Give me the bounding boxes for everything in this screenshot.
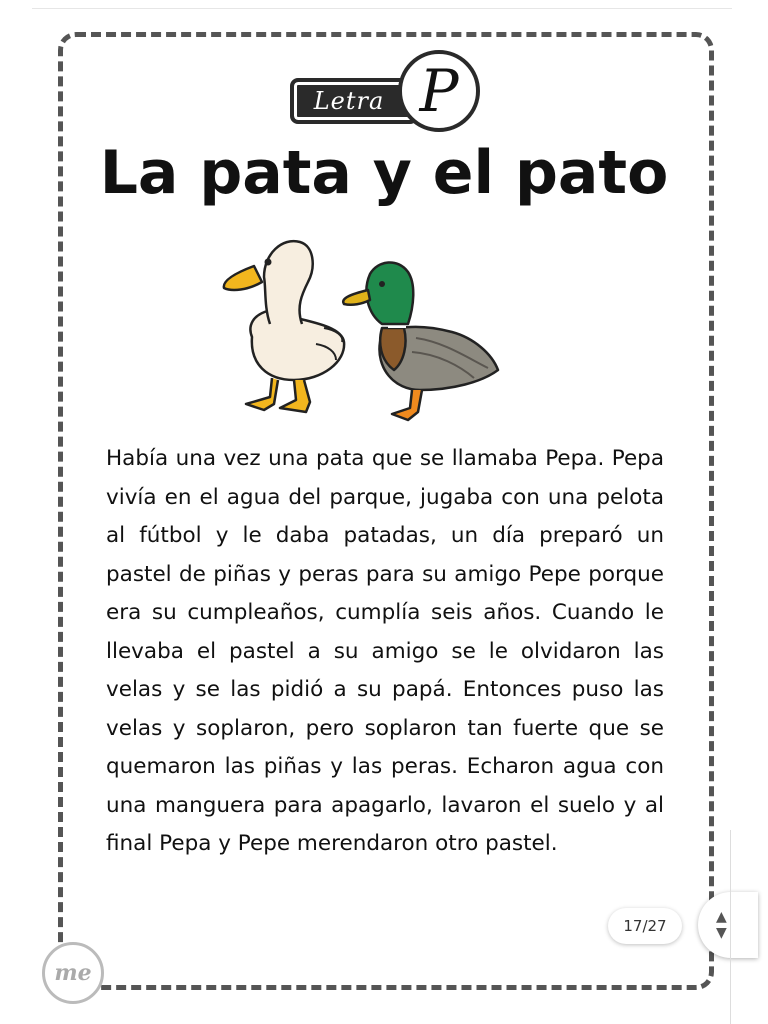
ducks-illustration — [212, 232, 512, 432]
page-counter: 17/27 — [608, 908, 682, 944]
letter-badge — [290, 48, 490, 140]
up-down-arrows-icon[interactable] — [698, 892, 758, 958]
top-strip — [32, 0, 732, 9]
arrow-down-icon: ▼ — [716, 925, 727, 941]
publisher-logo — [42, 942, 104, 1004]
arrow-up-icon: ▲ — [716, 909, 727, 925]
page-title: La pata y el pato — [99, 138, 669, 208]
badge-label: Letra — [313, 87, 385, 115]
badge-circle — [398, 50, 480, 132]
viewer-edge — [730, 830, 731, 1024]
white-duck-image — [224, 241, 344, 412]
mallard-duck-image — [343, 262, 498, 420]
badge-letter: P — [419, 57, 459, 125]
logo-text: me — [54, 960, 92, 986]
story-text: Había una vez una pata que se llamaba Pepa. Pepa vivía en el agua del parque, jugaba con una pelota al fútbol y le daba patadas, un día preparó un pastel de piñas y peras para su amigo Pepe porque era su cumpleaños, cumplía seis años. Cuando le llevaba el pastel a su amigo se le olvidaron las velas y se las pidió a su papá. Entonces puso las velas y soplaron, pero soplaron tan fuerte que se quemaron las piñas y las peras. Echaron agua con una manguera para apagarlo, lavaron el suelo y al final Pepa y Pepe merendaron otro pastel. — [106, 446, 664, 856]
